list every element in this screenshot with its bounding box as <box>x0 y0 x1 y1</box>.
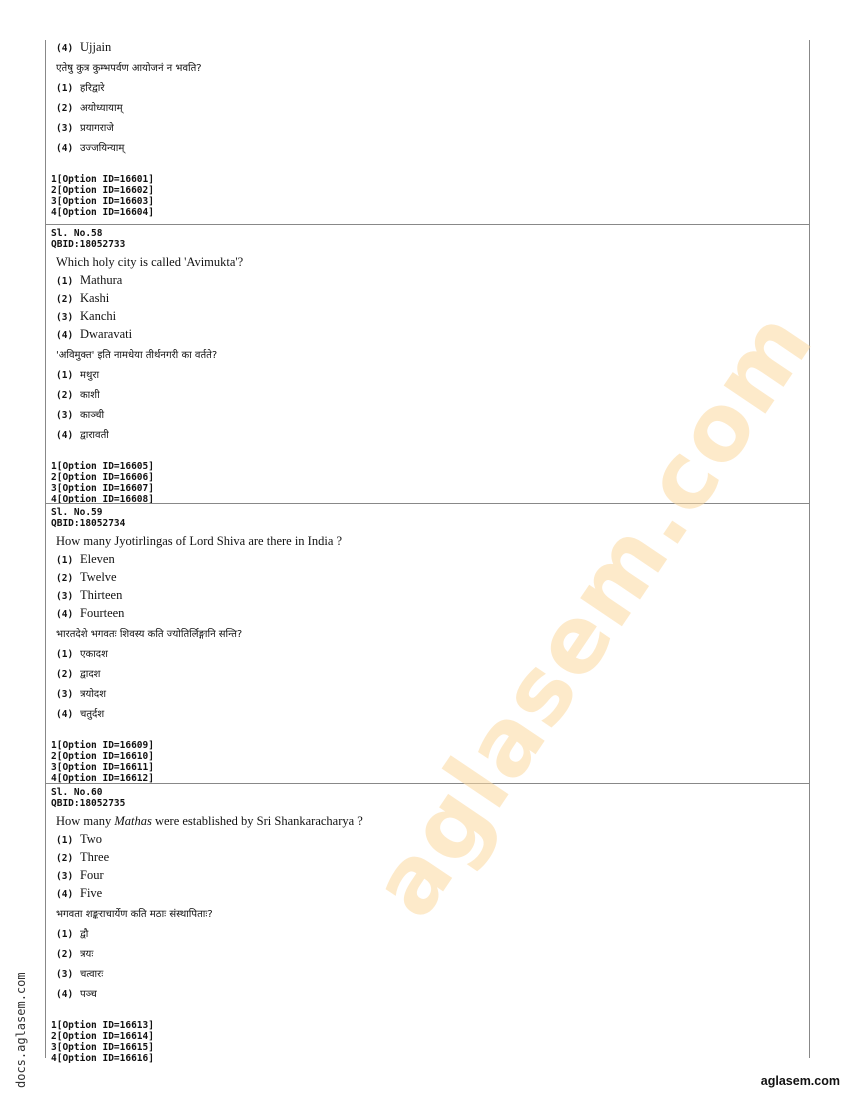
option-id-list <box>51 740 809 786</box>
option-id: 3[Option ID=16607] <box>51 483 154 494</box>
option-id: 1[Option ID=16601] <box>51 174 154 185</box>
option-id-list <box>51 174 809 220</box>
option-en-1 <box>56 552 809 570</box>
option-number: (4) <box>56 709 74 720</box>
question-text-hi: एतेषु कुत्र कुम्भपर्वण आयोजनं न भवति? <box>56 63 202 74</box>
option-hi-3 <box>56 686 809 706</box>
option-number: (1) <box>56 929 74 940</box>
option-text: Thirteen <box>80 588 123 602</box>
option-text: Two <box>80 832 103 846</box>
option-id: 4[Option ID=16608] <box>51 494 154 505</box>
option-hi-3 <box>56 966 809 986</box>
option-id: 3[Option ID=16615] <box>51 1042 154 1053</box>
option-text: Kashi <box>80 291 110 305</box>
option-text: Ujjain <box>80 40 112 54</box>
option-id: 3[Option ID=16603] <box>51 196 154 207</box>
option-number: (3) <box>56 312 74 323</box>
qbid: QBID:18052734 <box>51 518 126 529</box>
question-text-hi: भगवता शङ्कराचार्येण कति मठाः संस्थापिताः? <box>56 909 213 920</box>
option-id: 2[Option ID=16602] <box>51 185 154 196</box>
option-text: द्वौ <box>80 929 89 940</box>
question-text-emphasis: Mathas <box>114 814 152 828</box>
serial-number: Sl. No.59 <box>51 507 103 518</box>
option-number: (1) <box>56 555 74 566</box>
option-text: Fourteen <box>80 606 125 620</box>
option-id: 1[Option ID=16609] <box>51 740 154 751</box>
option-number: (4) <box>56 989 74 1000</box>
option-number: (4) <box>56 143 74 154</box>
option-hi-1 <box>56 646 809 666</box>
option-hi-2 <box>56 666 809 686</box>
option-hi-4 <box>56 427 809 447</box>
option-text: Eleven <box>80 552 115 566</box>
side-url: docs.aglasem.com <box>14 972 28 1088</box>
option-number: (1) <box>56 276 74 287</box>
option-text: चतुर्दश <box>80 709 105 720</box>
option-number: (1) <box>56 370 74 381</box>
option-number: (4) <box>56 430 74 441</box>
option-number: (4) <box>56 330 74 341</box>
option-en-2 <box>56 570 809 588</box>
option-id: 4[Option ID=16612] <box>51 773 154 784</box>
option-number: (2) <box>56 103 74 114</box>
qbid: QBID:18052733 <box>51 239 126 250</box>
option-id: 4[Option ID=16616] <box>51 1053 154 1064</box>
option-number: (2) <box>56 390 74 401</box>
option-id: 1[Option ID=16605] <box>51 461 154 472</box>
option-en-3 <box>56 588 809 606</box>
option-text: द्वारावती <box>80 430 109 441</box>
option-number: (3) <box>56 123 74 134</box>
option-text: मथुरा <box>80 370 100 381</box>
option-number: (1) <box>56 835 74 846</box>
question-block-58 <box>46 224 809 503</box>
option-hi-1 <box>56 926 809 946</box>
option-text: एकादश <box>80 649 108 660</box>
option-hi-4 <box>56 986 809 1006</box>
option-text: Mathura <box>80 273 123 287</box>
option-number: (3) <box>56 969 74 980</box>
footer-brand: aglasem.com <box>760 1074 840 1088</box>
option-text: काञ्ची <box>80 410 105 421</box>
option-id: 2[Option ID=16614] <box>51 1031 154 1042</box>
option-en-4 <box>56 886 809 904</box>
option-number: (2) <box>56 573 74 584</box>
question-text-part: How many <box>56 814 115 828</box>
option-text: हरिद्वारे <box>80 83 105 94</box>
question-text-hi: 'अविमुक्त' इति नामधेया तीर्थनगरी का वर्तते? <box>56 350 218 361</box>
qbid: QBID:18052735 <box>51 798 126 809</box>
serial-number: Sl. No.58 <box>51 228 103 239</box>
option-en-4 <box>56 40 809 58</box>
question-paper-frame <box>45 40 810 1064</box>
option-text: Four <box>80 868 104 882</box>
option-number: (4) <box>56 609 74 620</box>
option-text: चत्वारः <box>80 969 104 980</box>
option-number: (1) <box>56 83 74 94</box>
option-number: (4) <box>56 43 74 54</box>
question-block-57-partial <box>46 40 809 224</box>
option-text: काशी <box>80 390 100 401</box>
option-text: Kanchi <box>80 309 117 323</box>
option-number: (3) <box>56 689 74 700</box>
option-text: त्रयः <box>80 949 94 960</box>
option-number: (2) <box>56 669 74 680</box>
option-en-4 <box>56 327 809 345</box>
option-number: (3) <box>56 871 74 882</box>
option-hi-2 <box>56 946 809 966</box>
option-text: त्रयोदश <box>80 689 107 700</box>
option-number: (2) <box>56 853 74 864</box>
option-id: 2[Option ID=16610] <box>51 751 154 762</box>
option-text: Five <box>80 886 103 900</box>
option-text: Dwaravati <box>80 327 133 341</box>
question-text-en: Which holy city is called 'Avimukta'? <box>56 255 244 269</box>
option-id: 1[Option ID=16613] <box>51 1020 154 1031</box>
option-hi-3 <box>56 407 809 427</box>
option-en-3 <box>56 868 809 886</box>
question-block-60 <box>46 783 809 1064</box>
question-text-en <box>56 813 809 829</box>
option-number: (4) <box>56 889 74 900</box>
option-en-2 <box>56 850 809 868</box>
option-text: द्वादश <box>80 669 101 680</box>
question-text-part: were established by Sri Shankaracharya ? <box>151 814 363 828</box>
option-hi-2 <box>56 100 809 120</box>
option-number: (3) <box>56 591 74 602</box>
option-id-list <box>51 1020 809 1066</box>
option-text: प्रयागराजे <box>80 123 114 134</box>
option-number: (2) <box>56 294 74 305</box>
option-en-1 <box>56 273 809 291</box>
option-id: 4[Option ID=16604] <box>51 207 154 218</box>
option-hi-1 <box>56 367 809 387</box>
question-text-hi: भारतदेशे भगवतः शिवस्य कति ज्योतिर्लिङ्गानि सन्ति? <box>56 629 243 640</box>
option-number: (1) <box>56 649 74 660</box>
option-hi-1 <box>56 80 809 100</box>
option-hi-4 <box>56 706 809 726</box>
option-number: (2) <box>56 949 74 960</box>
option-en-4 <box>56 606 809 624</box>
question-text-en: How many Jyotirlingas of Lord Shiva are there in India ? <box>56 534 343 548</box>
option-id: 3[Option ID=16611] <box>51 762 154 773</box>
option-text: पञ्च <box>80 989 97 1000</box>
watermark: aglasem.com <box>351 291 835 936</box>
option-en-3 <box>56 309 809 327</box>
option-number: (3) <box>56 410 74 421</box>
option-hi-4 <box>56 140 809 160</box>
serial-number: Sl. No.60 <box>51 787 103 798</box>
option-id-list <box>51 461 809 507</box>
option-text: Three <box>80 850 110 864</box>
option-text: Twelve <box>80 570 117 584</box>
option-id: 2[Option ID=16606] <box>51 472 154 483</box>
question-block-59 <box>46 503 809 783</box>
option-en-1 <box>56 832 809 850</box>
option-hi-2 <box>56 387 809 407</box>
option-en-2 <box>56 291 809 309</box>
option-text: अयोध्यायाम् <box>80 103 123 114</box>
option-hi-3 <box>56 120 809 140</box>
option-text: उज्जयिन्याम् <box>80 143 125 154</box>
